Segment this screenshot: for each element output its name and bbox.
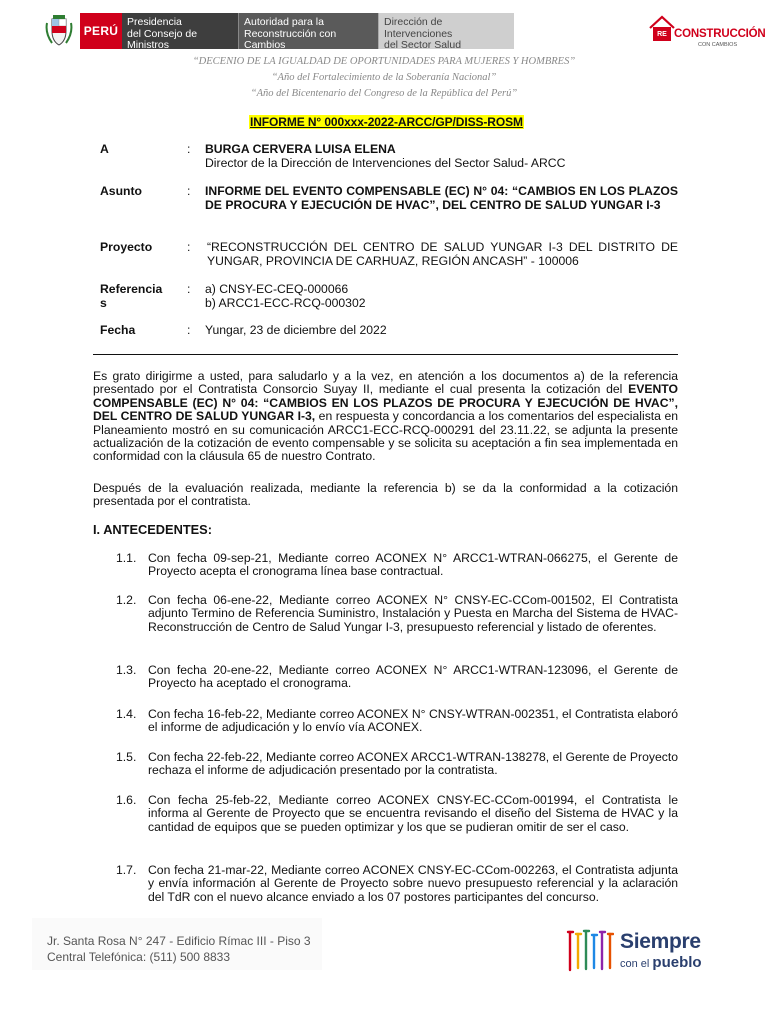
item-text: Con fecha 20-ene-22, Mediante correo ACONEX N° ARCC1-WTRAN-123096, el Gerente de Proyecto ha aceptado el cronograma. bbox=[148, 663, 678, 691]
intro-text-c: en respuesta y concordancia a los comentarios del especialista en Planeamiento mostró en su comunicación ARCC1-ECC-RCQ-000291 del 23.11.22, se adjunta la presente actualización de la cotización de evento compensable y se solicita su aceptación a fin sea implementada en conformidad con la cláusula 65 de nuestro Contrato. bbox=[93, 409, 678, 464]
recon-prefix: RE bbox=[657, 31, 667, 38]
peru-label: PERÚ bbox=[80, 13, 122, 49]
pcm-text: Presidencia del Consejo de Ministros bbox=[127, 16, 198, 51]
meta-fecha-label: Fecha bbox=[100, 323, 136, 337]
intro-text-a: Es grato dirigirme a usted, para saludarlo y a la vez, en atención a los documentos a) de la referencia presentado por el Contratista Consorcio Suyay II, mediante el cual presenta la cotización del bbox=[93, 369, 678, 397]
meta-colon: : bbox=[187, 240, 191, 254]
proyecto-value: “RECONSTRUCCIÓN DEL CENTRO DE SALUD YUNGAR I-3 DEL DISTRITO DE YUNGAR, PROVINCIA DE CARHUAZ, REGIÓN ANCASH” - 100006 bbox=[207, 240, 678, 268]
item-number: 1.1. bbox=[116, 551, 137, 565]
meta-a-label: A bbox=[100, 142, 109, 156]
meta-colon: : bbox=[187, 142, 191, 156]
recipient-name: BURGA CERVERA LUISA ELENA bbox=[205, 142, 396, 156]
figures-icon bbox=[566, 928, 614, 974]
recon-logo-text: CONSTRUCCIÓN bbox=[674, 28, 766, 40]
fecha-value: Yungar, 23 de diciembre del 2022 bbox=[205, 323, 387, 337]
item-text: Con fecha 09-sep-21, Mediante correo ACONEX N° ARCC1-WTRAN-066275, el Gerente de Proyecto acepta el cronograma línea base contractual. bbox=[148, 551, 678, 579]
siempre-text: Siempre bbox=[620, 930, 701, 953]
diss-text: Dirección de Intervenciones del Sector Salud bbox=[384, 16, 462, 51]
item-text: Con fecha 22-feb-22, Mediante correo ACONEX ARCC1-WTRAN-138278, el Gerente de Proyecto rechaza el informe de adjudicación presentado por la contratista. bbox=[148, 750, 678, 778]
coat-of-arms-icon bbox=[38, 13, 80, 49]
arcc-label bbox=[238, 13, 378, 49]
item-number: 1.5. bbox=[116, 750, 137, 764]
section-heading: I. ANTECEDENTES: bbox=[93, 522, 212, 537]
item-number: 1.7. bbox=[116, 863, 137, 877]
house-icon bbox=[648, 14, 676, 44]
siempre-con-el-pueblo-logo bbox=[566, 928, 716, 974]
meta-asunto-label: Asunto bbox=[100, 184, 142, 198]
referencias-label-line2: s bbox=[100, 295, 107, 310]
referencias-label-line1: Referencia bbox=[100, 282, 163, 296]
intro-text-bold: EVENTO COMPENSABLE (EC) N° 04: “CAMBIOS EN LOS PLAZOS DE PROCURA Y EJECUCIÓN DE HVAC”, DEL CENTRO DE SALUD YUNGAR I-3, bbox=[93, 382, 678, 424]
decenio-line: “DECENIO DE LA IGUALDAD DE OPORTUNIDADES PARA MUJERES Y HOMBRES” bbox=[192, 56, 576, 67]
referencias-value bbox=[205, 283, 678, 310]
year-line-2: “Año del Bicentenario del Congreso de la República del Perú” bbox=[250, 88, 518, 99]
asunto-value: INFORME DEL EVENTO COMPENSABLE (EC) N° 04: “CAMBIOS EN LOS PLAZOS DE PROCURA Y EJECUCIÓN DE HVAC”, DEL CENTRO DE SALUD YUNGAR I-3 bbox=[205, 184, 678, 212]
footer-address bbox=[32, 918, 322, 970]
con-el-pueblo-text bbox=[620, 954, 702, 971]
address-line: Jr. Santa Rosa N° 247 - Edificio Rímac III - Piso 3 bbox=[47, 934, 311, 948]
pueblo-text: pueblo bbox=[652, 954, 702, 971]
arcc-text: Autoridad para la Reconstrucción con Cambios bbox=[244, 16, 337, 51]
item-text: Con fecha 21-mar-22, Mediante correo ACONEX CNSY-EC-CCom-002263, el Contratista adjunta y envía información al Gerente de Proyecto sobre nuevo presupuesto referencial y la aclaración del TdR con el nuevo alcance enviado a los 07 postores participantes del concurso. bbox=[148, 863, 678, 904]
intro-paragraph bbox=[93, 370, 678, 464]
meta-a-value bbox=[205, 143, 678, 170]
meta-colon: : bbox=[187, 323, 191, 337]
item-text: Con fecha 16-feb-22, Mediante correo ACONEX N° CNSY-WTRAN-002351, el Contratista elaboró el informe de adjudicación y lo envío vía ACONEX. bbox=[148, 707, 678, 735]
diss-label bbox=[378, 13, 514, 49]
referencia-b: b) ARCC1-ECC-RCQ-000302 bbox=[205, 295, 366, 310]
phone-line: Central Telefónica: (511) 500 8833 bbox=[47, 950, 231, 964]
meta-colon: : bbox=[187, 184, 191, 198]
document-title: INFORME N° 000xxx-2022-ARCC/GP/DISS-ROSM bbox=[250, 115, 523, 129]
item-text: Con fecha 06-ene-22, Mediante correo ACONEX N° CNSY-EC-CCom-001502, El Contratista adjunto Termino de Referencia Suministro, Instalación y Puesta en Marcha del Sistema de HVAC-Reconstrucción de Centro de Salud Yungar I-3, presupuesto referencial y listado de oferentes. bbox=[148, 593, 678, 634]
pcm-label bbox=[122, 13, 238, 49]
recipient-role: Director de la Dirección de Intervenciones del Sector Salud- ARCC bbox=[205, 155, 566, 170]
item-number: 1.2. bbox=[116, 593, 137, 607]
year-line-1: “Año del Fortalecimiento de la Soberanía Nacional” bbox=[271, 72, 497, 83]
letterhead bbox=[0, 0, 768, 56]
con-el-text: con el bbox=[620, 958, 650, 970]
referencia-a: a) CNSY-EC-CEQ-000066 bbox=[205, 282, 349, 296]
government-logo-strip bbox=[38, 13, 514, 49]
meta-colon: : bbox=[187, 282, 191, 296]
header-divider bbox=[93, 354, 678, 355]
meta-referencias-label bbox=[100, 283, 172, 310]
item-number: 1.6. bbox=[116, 793, 137, 807]
evaluation-paragraph: Después de la evaluación realizada, mediante la referencia b) se da la conformidad a la cotización presentada por el contratista. bbox=[93, 481, 678, 509]
recon-logo-sub: CON CAMBIOS bbox=[698, 42, 738, 48]
item-text: Con fecha 25-feb-22, Mediante correo ACONEX CNSY-EC-CCom-001994, el Contratista le informa al Gerente de Proyecto que se encuentra revisando el diseño del Sistema de HVAC y la cantidad de equipos que se pueden optimizar y los que se pudieran omitir de ser el caso. bbox=[148, 793, 678, 834]
meta-proyecto-label: Proyecto bbox=[100, 240, 153, 254]
reconstruccion-logo bbox=[648, 14, 766, 52]
item-number: 1.4. bbox=[116, 707, 137, 721]
item-number: 1.3. bbox=[116, 663, 137, 677]
